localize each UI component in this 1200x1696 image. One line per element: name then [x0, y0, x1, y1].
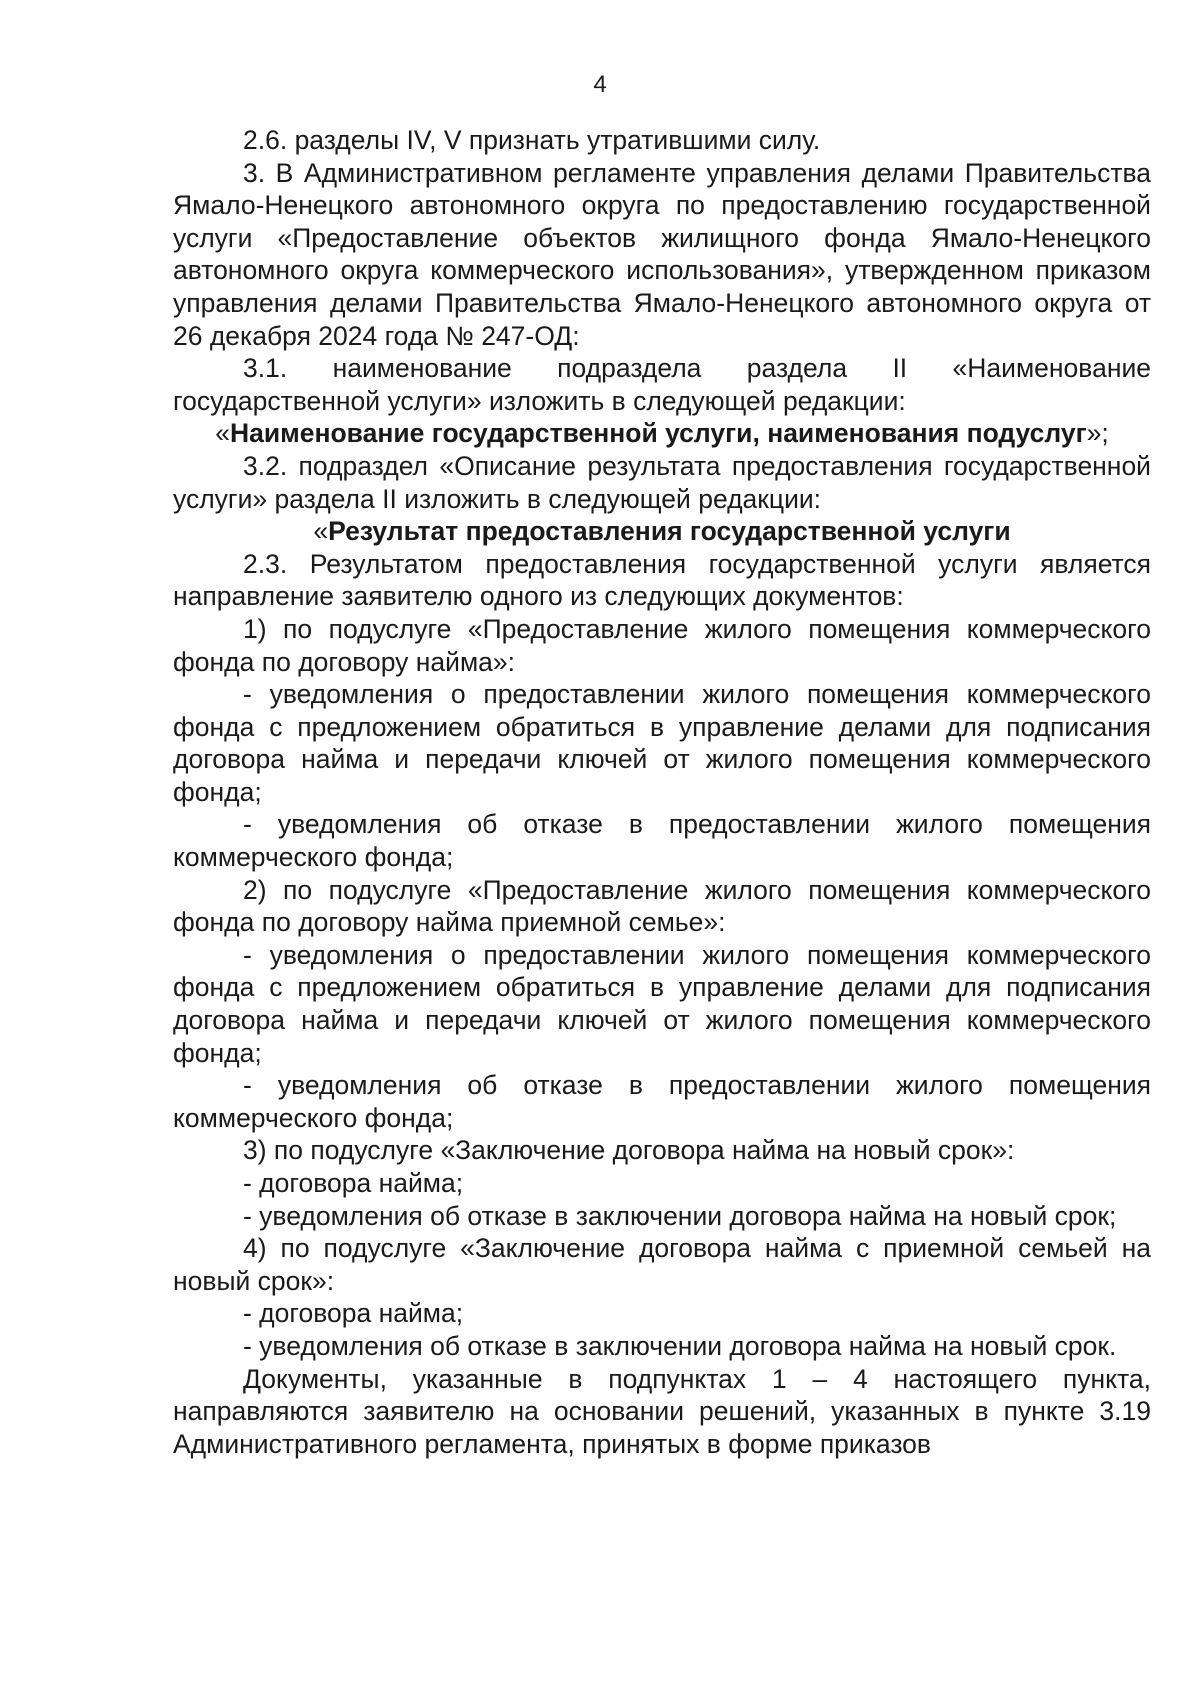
- list-item-4-dash-2: - уведомления об отказе в заключении договора найма на новый срок.: [243, 1330, 1117, 1361]
- list-item-4-dash-1: - договора найма;: [243, 1298, 464, 1329]
- list-item-2: 2) по подуслуге «Предоставление жилого помещения коммерческого фонда по договору найма приемной семье»:: [173, 874, 1151, 938]
- paragraph-3: 3. В Административном регламенте управления делами Правительства Ямало-Ненецкого автономного округа по предоставлению государственной услуги «Предоставление объектов жилищного фонда Ямало-Ненецкого автономного округа коммерческого использования», утвержденном приказом управления делами Правительства Ямало-Ненецкого автономного округа от 26 декабря 2024 года № 247-ОД:: [173, 157, 1151, 351]
- list-item-2-dash-2: - уведомления об отказе в предоставлении жилого помещения коммерческого фонда;: [173, 1070, 1151, 1133]
- heading-service-result: [173, 515, 1151, 548]
- heading-service-result-open-quote: «: [313, 516, 329, 547]
- paragraph-3-1: 3.1. наименование подраздела раздела II «Наименование государственной услуги» изложить в следующей редакции:: [173, 353, 1151, 416]
- paragraph-3-2: 3.2. подраздел «Описание результата предоставления государственной услуги» раздела II изложить в следующей редакции:: [173, 450, 1151, 514]
- heading-service-name-close-quote: »;: [1086, 418, 1109, 449]
- document-body: [173, 124, 1151, 1460]
- list-item-3-dash-1: - договора найма;: [243, 1168, 464, 1198]
- paragraph-2-6: 2.6. разделы IV, V признать утратившими силу.: [243, 125, 821, 155]
- paragraph-2-3: 2.3. Результатом предоставления государственной услуги является направление заявителю одного из следующих документов:: [173, 548, 1151, 612]
- paragraph-documents: Документы, указанные в подпунктах 1 – 4 настоящего пункта, направляются заявителю на основании решений, указанных в пункте 3.19 Административного регламента, принятых в форме приказов: [173, 1363, 1151, 1459]
- list-item-1: 1) по подуслуге «Предоставление жилого помещения коммерческого фонда по договору найма»:: [173, 613, 1151, 677]
- heading-service-name-bold: Наименование государственной услуги, наименования подуслуг: [229, 418, 1087, 449]
- list-item-4: 4) по подуслуге «Заключение договора найма с приемной семьей на новый срок»:: [173, 1233, 1151, 1296]
- page-number: 4: [593, 71, 607, 98]
- list-item-1-dash-1: - уведомления о предоставлении жилого помещения коммерческого фонда с предложением обратиться в управление делами для подписания договора найма и передачи ключей от жилого помещения коммерческого фонда;: [173, 679, 1151, 807]
- list-item-1-dash-2: - уведомления об отказе в предоставлении жилого помещения коммерческого фонда;: [173, 809, 1151, 873]
- list-item-3-dash-2: - уведомления об отказе в заключении договора найма на новый срок;: [243, 1200, 1117, 1231]
- list-item-2-dash-1: - уведомления о предоставлении жилого помещения коммерческого фонда с предложением обратиться в управление делами для подписания договора найма и передачи ключей от жилого помещения коммерческого фонда;: [173, 939, 1151, 1068]
- heading-service-name: [173, 417, 1151, 450]
- list-item-3: 3) по подуслуге «Заключение договора найма на новый срок»:: [243, 1135, 1015, 1166]
- heading-service-result-bold: Результат предоставления государственной услуги: [328, 516, 1011, 547]
- heading-service-name-open-quote: «: [215, 418, 230, 449]
